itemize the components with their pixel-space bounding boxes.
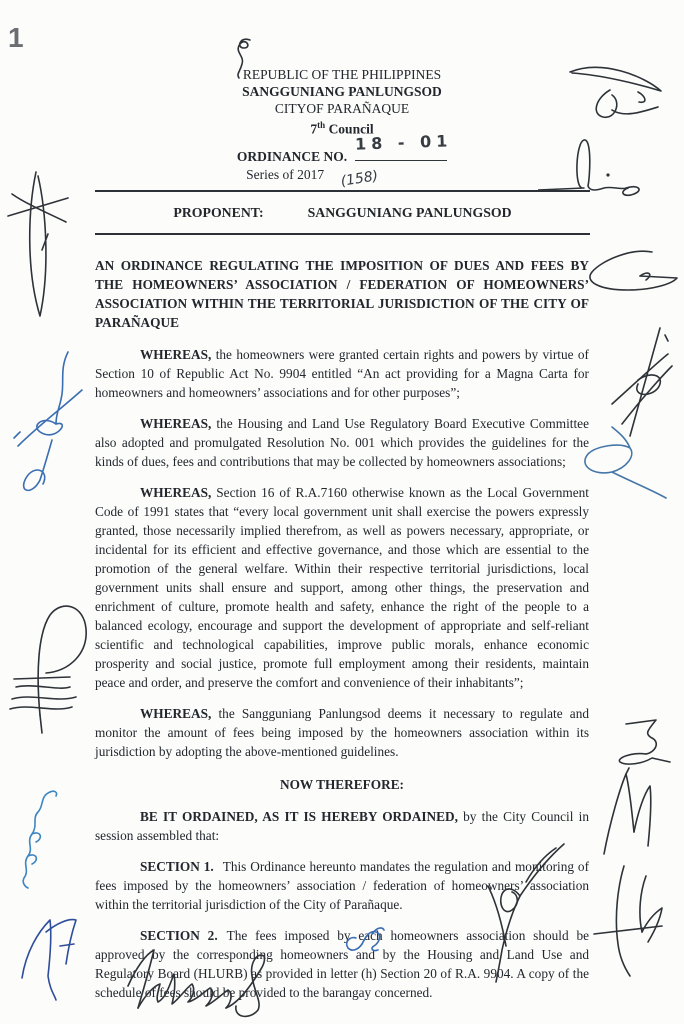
whereas-paragraph-2 xyxy=(95,414,589,471)
whereas-paragraph-1 xyxy=(95,345,589,402)
council-number: 7 xyxy=(310,121,318,137)
header-city: CITYOF PARAÑAQUE xyxy=(274,101,410,116)
header-republic: REPUBLIC OF THE PHILIPPINES xyxy=(242,67,442,82)
ordained-text: by the City Council in session assembled that: xyxy=(95,809,589,843)
section-1-text: This Ordinance hereunto mandates the regulation and monitoring of fees imposed by the homeowners’ association / federation of homeowners’ association within the territorial jurisdiction of the City of Parañaque. xyxy=(95,859,590,912)
proponent-value: SANGGUNIANG PANLUNGSOD xyxy=(307,205,512,220)
ordinance-label: ORDINANCE NO. xyxy=(236,149,348,164)
whereas-paragraph-4 xyxy=(95,704,589,761)
ordinance-number-line xyxy=(354,131,453,161)
section-2-text: The fees imposed by each homeowners association should be approved by the corresponding homeowners and by the Housing and Land Use and Regulatory Board (HLURB) as provided in letter (h) Section 20 of R.A. 9904. A copy of the schedule of fees should be provided to the barangay concerned. xyxy=(95,928,589,1000)
whereas-text: the homeowners were granted certain rights and powers by virtue of Section 10 of Republic Act No. 9904 entitled “An act providing for a Magna Carta for homeowners and homeowners’ associations and for other purposes”; xyxy=(95,347,589,400)
signature-right-zigzag xyxy=(596,766,664,860)
ordinance-title: AN ORDINANCE REGULATING THE IMPOSITION OF DUES AND FEES BY THE HOMEOWNERS’ ASSOCIATION / FEDERATION OF HOMEOWNERS’ ASSOCIATION WITHIN THE TERRITORIAL JURISDICTION OF THE CITY OF PARAÑAQUE xyxy=(95,258,589,330)
signature-bottom-right-cross xyxy=(590,856,668,988)
council-word: Council xyxy=(325,121,374,137)
whereas-lead: WHEREAS, xyxy=(140,347,212,362)
handwritten-ordinance-number: 18 - 01 xyxy=(354,131,453,154)
signature-left-loop-scribble xyxy=(6,593,94,737)
page-number: 1 xyxy=(8,22,24,53)
section-2-lead: SECTION 2. xyxy=(140,928,218,943)
signature-small-blue-initials xyxy=(342,924,388,962)
now-therefore-heading: NOW THEREFORE: xyxy=(279,777,404,792)
ordained-lead: BE IT ORDAINED, AS IT IS HEREBY ORDAINED, xyxy=(140,809,458,824)
proponent-label: PROPONENT: xyxy=(173,205,264,220)
signature-over-section-2 xyxy=(468,838,582,990)
signature-right-ellipse-flourish xyxy=(582,246,682,310)
whereas-paragraph-3 xyxy=(95,483,589,692)
proponent-section xyxy=(95,190,590,235)
whereas-text: the Sangguniang Panlungsod deems it necessary to regulate and monitor the amount of fees being imposed by the homeowners association within its jurisdiction by adopting the above-mentioned guidelines. xyxy=(95,706,589,759)
handwritten-series-note: (158) xyxy=(339,168,380,190)
series-label: Series of 2017 xyxy=(246,167,325,182)
signature-right-of-series xyxy=(538,128,650,200)
section-1-lead: SECTION 1. xyxy=(140,859,214,874)
signature-flourish-above-header xyxy=(228,34,260,80)
signature-right-blue-swoosh xyxy=(576,424,670,502)
whereas-lead: WHEREAS, xyxy=(140,485,212,500)
header-sanggunian: SANGGUNIANG PANLUNGSOD xyxy=(242,84,442,99)
whereas-text: Section 16 of R.A.7160 otherwise known as the Local Government Code of 1991 states that “every local government unit shall exercise the powers expressly granted, those necessarily implied therefrom, as well as powers necessary, appropriate, or incidental for its efficient and effective governance, and those which are essential to the promotion of the general welfare. Within their respective territorial jurisdictions, local government units shall ensure and support, among other things, the preservation and enrichment of culture, promote health and safety, enhance the right of the people to a balanced ecology, encourage and support the development of appropriate and self-reliant scientific and technological capabilities, improve public morals, enhance economic prosperity and social justice, promote full employment among their residents, maintain peace and order, and preserve the comfort and convenience of their inhabitants”; xyxy=(95,485,589,690)
signature-top-right-flourish xyxy=(566,50,670,134)
signature-left-cursive-blue xyxy=(10,786,66,892)
signature-left-cross xyxy=(6,170,72,322)
whereas-lead: WHEREAS, xyxy=(140,706,212,721)
signature-left-blue-vertical xyxy=(10,348,94,506)
signature-right-mark-3 xyxy=(608,716,674,770)
signature-left-mark-77 xyxy=(16,906,82,1004)
whereas-lead: WHEREAS, xyxy=(140,416,212,431)
whereas-text: the Housing and Land Use Regulatory Board Executive Committee also adopted and promulgated Resolution No. 001 which provides the guidelines for the kinds of dues, fees and contributions that may be collected by homeowners associations; xyxy=(95,416,589,469)
signature-bottom-center xyxy=(116,940,311,1022)
council-ordinal: th xyxy=(317,120,326,130)
